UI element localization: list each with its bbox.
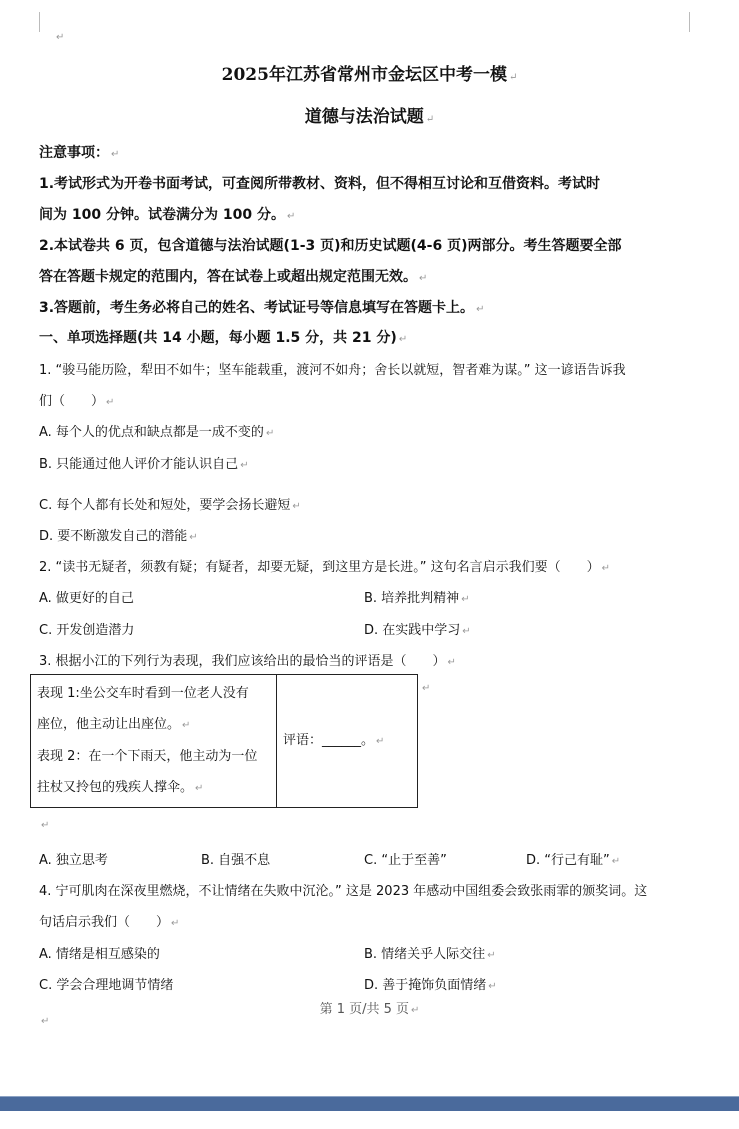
note-3: 3.答题前，考生务必将自己的姓名、考试证号等信息填写在答题卡上。 ↵ [39,300,485,316]
q3-table [30,674,418,808]
section-1-heading: 一、单项选择题(共 14 小题，每小题 1.5 分，共 21 分) ↵ [39,330,408,346]
q3-option-a: A. 独立思考 [39,853,108,868]
page-bottom-bar [0,1097,739,1111]
crop-mark-left [39,12,40,32]
crop-mark-right [689,12,690,32]
q3-option-d: D. “行己有耻” ↵ [526,853,621,868]
q3-option-b: B. 自强不息 [201,853,271,868]
q3-behavior-cell: 表现 1:坐公交车时看到一位老人没有 座位，他主动让出座位。 ↵ 表现 2：在一个下雨天，他主动为一位 拄杖又拎包的残疾人撑伞。 ↵ [31,675,277,808]
paragraph-mark: ↵ [41,1016,50,1027]
q3-option-c: C. “止于至善” [364,853,447,868]
exam-title: 2025年江苏省常州市金坛区中考一模 ↵ [221,65,518,85]
q2-stem: 2. “读书无疑者，须教有疑；有疑者，却要无疑，到这里方是长进。” 这句名言启示我们要（ ） ↵ [39,560,611,575]
q1-option-b: B. 只能通过他人评价才能认识自己 ↵ [39,457,249,472]
q4-option-a: A. 情绪是相互感染的 [39,947,160,962]
q2-option-a: A. 做更好的自己 [39,591,134,606]
q4-stem-line-1: 4. 宁可肌肉在深夜里燃烧，不让情绪在失败中沉沦。” 这是 2023 年感动中国组委会致张雨霏的颁奖词。这 [39,884,648,899]
q2-option-d: D. 在实践中学习 ↵ [364,623,471,638]
q1-option-c: C. 每个人都有长处和短处，要学会扬长避短 ↵ [39,498,301,513]
q3-stem: 3. 根据小江的下列行为表现，我们应该给出的最恰当的评语是（ ） ↵ [39,654,456,669]
paragraph-mark: ↵ [41,820,50,831]
q4-option-b: B. 情绪关乎人际交往 ↵ [364,947,496,962]
page-footer: 第 1 页/共 5 页 ↵ [319,1002,420,1017]
q1-option-d: D. 要不断激发自己的潜能 ↵ [39,529,198,544]
note-2-line-1: 2.本试卷共 6 页，包含道德与法治试题(1-3 页)和历史试题(4-6 页)两部分。考生答题要全部 [39,238,622,254]
paragraph-mark: ↵ [422,683,431,694]
q4-stem-line-2: 句话启示我们（ ） ↵ [39,915,180,930]
paragraph-mark: ↵ [56,32,65,43]
q2-option-c: C. 开发创造潜力 [39,623,135,638]
note-2-line-2: 答在答题卡规定的范围内，答在试卷上或超出规定范围无效。 ↵ [39,269,428,285]
exam-subtitle: 道德与法治试题 ↵ [304,107,435,127]
note-1-line-2: 间为 100 分钟。试卷满分为 100 分。 ↵ [39,207,296,223]
q3-comment-cell: 评语：______。 ↵ [277,675,418,808]
q2-option-b: B. 培养批判精神 ↵ [364,591,470,606]
note-1-line-1: 1.考试形式为开卷书面考试，可查阅所带教材、资料，但不得相互讨论和互借资料。考试时 [39,176,601,192]
q1-stem-line-1: 1. “骏马能历险，犁田不如牛；坚车能载重，渡河不如舟；舍长以就短，智者难为谋。” 这一谚语告诉我 [39,363,626,378]
notes-heading: 注意事项： ↵ [39,145,120,161]
q1-option-a: A. 每个人的优点和缺点都是一成不变的 ↵ [39,425,275,440]
q4-option-c: C. 学会合理地调节情绪 [39,978,174,993]
q4-option-d: D. 善于掩饰负面情绪 ↵ [364,978,497,993]
q1-stem-line-2: 们（ ） ↵ [39,394,115,409]
